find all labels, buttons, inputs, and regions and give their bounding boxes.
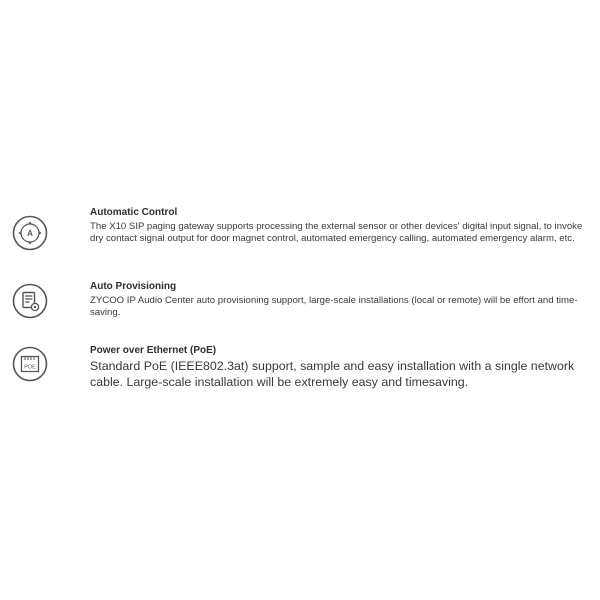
svg-text:A: A — [27, 228, 33, 238]
feature-title: Auto Provisioning — [90, 281, 177, 292]
automatic-control-icon — [12, 215, 48, 251]
poe-icon-label: POE — [24, 364, 36, 371]
poe-port-icon — [12, 346, 48, 382]
feature-title: Power over Ethernet (PoE) — [90, 345, 217, 356]
feature-description: Standard PoE (IEEE802.3at) support, sample and easy installation with a single network cable. Large-scale installation will be extremely easy and timesaving. — [90, 359, 575, 389]
feature-description: ZYCOO IP Audio Center auto provisioning support, large-scale installations (local or remote) will be effort and time-saving. — [90, 295, 578, 318]
auto-provisioning-icon — [12, 283, 48, 319]
feature-description: The X10 SIP paging gateway supports processing the external sensor or other devices' digital input signal, to invoke dry contact signal output for door magnet control, automated emergency calling, automated emergency alarm, etc. — [90, 221, 583, 244]
feature-title: Automatic Control — [90, 207, 178, 218]
